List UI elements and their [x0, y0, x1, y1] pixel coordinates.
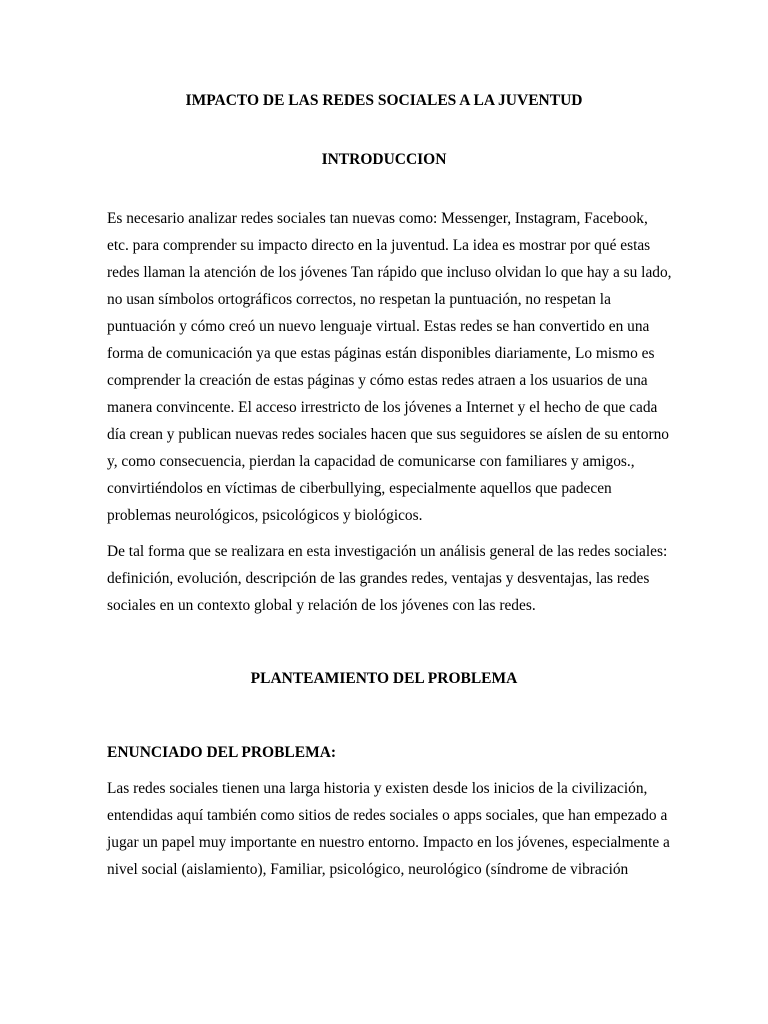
introduction-paragraph-1 — [107, 205, 672, 529]
text-line: puntuación y cómo creó un nuevo lenguaje virtual. Estas redes se han convertido en una — [107, 318, 650, 335]
text-line: convirtiéndolos en víctimas de ciberbullying, especialmente aquellos que padecen — [107, 480, 612, 497]
text-line: y, como consecuencia, pierdan la capacidad de comunicarse con familiares y amigos., — [107, 453, 635, 470]
text-line: definición, evolución, descripción de las grandes redes, ventajas y desventajas, las redes — [107, 570, 650, 587]
text-line: no usan símbolos ortográficos correctos, no respetan la puntuación, no respetan la — [107, 291, 611, 308]
text-line: Es necesario analizar redes sociales tan nuevas como: Messenger, Instagram, Facebook, — [107, 210, 648, 227]
introduction-paragraph-2 — [107, 538, 667, 619]
text-line: De tal forma que se realizara en esta investigación un análisis general de las redes sociales: — [107, 543, 668, 560]
text-line: problemas neurológicos, psicológicos y biológicos. — [107, 507, 423, 524]
text-line: redes llaman la atención de los jóvenes Tan rápido que incluso olvidan lo que hay a su lado, — [107, 264, 672, 281]
text-line: Las redes sociales tienen una larga historia y existen desde los inicios de la civilización, — [107, 780, 648, 797]
problem-heading: PLANTEAMIENTO DEL PROBLEMA — [250, 670, 518, 687]
text-line: nivel social (aislamiento), Familiar, psicológico, neurológico (síndrome de vibración — [107, 861, 629, 878]
text-line: jugar un papel muy importante en nuestro entorno. Impacto en los jóvenes, especialmente a — [107, 834, 670, 851]
text-line: entendidas aquí también como sitios de redes sociales o apps sociales, que han empezado a — [107, 807, 668, 824]
text-line: forma de comunicación ya que estas páginas están disponibles diariamente, Lo mismo es — [107, 345, 655, 362]
problem-paragraph — [107, 775, 670, 883]
problem-statement-heading: ENUNCIADO DEL PROBLEMA: — [107, 744, 337, 761]
text-line: manera convincente. El acceso irrestricto de los jóvenes a Internet y el hecho de que cada — [107, 399, 658, 416]
text-line: comprender la creación de estas páginas y cómo estas redes atraen a los usuarios de una — [107, 372, 648, 389]
text-line: sociales en un contexto global y relación de los jóvenes con las redes. — [107, 597, 536, 614]
text-line: etc. para comprender su impacto directo en la juventud. La idea es mostrar por qué estas — [107, 237, 651, 254]
document-title: IMPACTO DE LAS REDES SOCIALES A LA JUVENTUD — [185, 92, 583, 109]
text-line: día crean y publican nuevas redes sociales hacen que sus seguidores se aíslen de su entorno — [107, 426, 669, 443]
introduction-heading: INTRODUCCION — [321, 151, 447, 168]
